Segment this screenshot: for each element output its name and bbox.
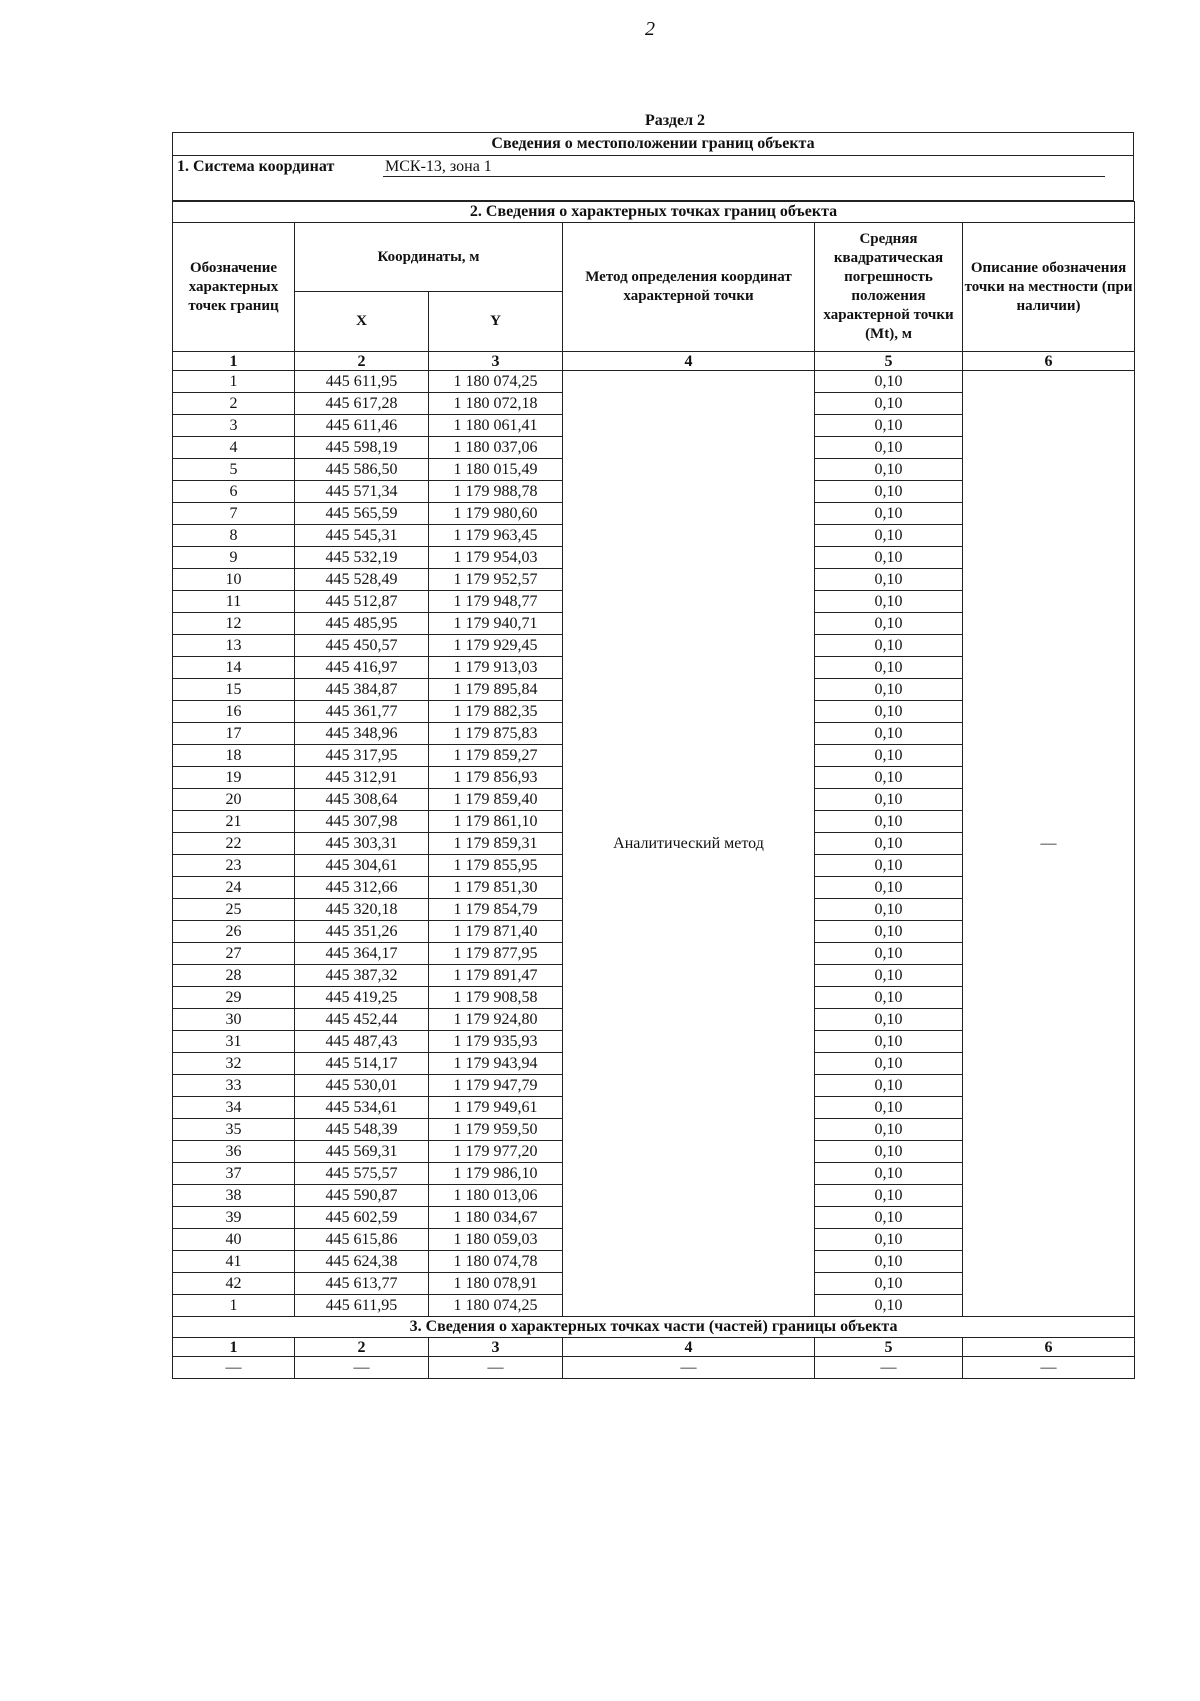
point-x: 445 565,59 [295, 503, 429, 525]
point-y: 1 179 908,58 [429, 987, 563, 1009]
point-x: 445 364,17 [295, 943, 429, 965]
point-mt: 0,10 [815, 1075, 963, 1097]
point-mt: 0,10 [815, 371, 963, 393]
point-mt: 0,10 [815, 1295, 963, 1317]
point-x: 445 512,87 [295, 591, 429, 613]
col-method: Метод определения координат характерной точки [563, 223, 815, 352]
point-number: 35 [173, 1119, 295, 1141]
point-y: 1 179 854,79 [429, 899, 563, 921]
point-number: 16 [173, 701, 295, 723]
column-number: 5 [815, 352, 963, 371]
point-x: 445 320,18 [295, 899, 429, 921]
point-x: 445 602,59 [295, 1207, 429, 1229]
point-number: 4 [173, 437, 295, 459]
section2-title: 2. Сведения о характерных точках границ объекта [173, 202, 1135, 223]
point-number: 23 [173, 855, 295, 877]
point-x: 445 569,31 [295, 1141, 429, 1163]
point-number: 28 [173, 965, 295, 987]
point-mt: 0,10 [815, 547, 963, 569]
coordinate-system-label: 1. Система координат [177, 158, 335, 175]
point-mt: 0,10 [815, 459, 963, 481]
section3-empty-row [173, 1357, 1135, 1379]
section3-cell: — [295, 1357, 429, 1379]
point-y: 1 179 947,79 [429, 1075, 563, 1097]
point-mt: 0,10 [815, 1229, 963, 1251]
point-y: 1 179 948,77 [429, 591, 563, 613]
point-mt: 0,10 [815, 525, 963, 547]
point-number: 9 [173, 547, 295, 569]
point-number: 7 [173, 503, 295, 525]
point-y: 1 179 891,47 [429, 965, 563, 987]
point-x: 445 384,87 [295, 679, 429, 701]
table-row [173, 371, 1135, 393]
point-y: 1 179 875,83 [429, 723, 563, 745]
point-y: 1 179 851,30 [429, 877, 563, 899]
point-mt: 0,10 [815, 899, 963, 921]
section3-title: 3. Сведения о характерных точках части (частей) границы объекта [173, 1317, 1135, 1338]
point-number: 32 [173, 1053, 295, 1075]
point-mt: 0,10 [815, 1185, 963, 1207]
column-number: 1 [173, 1338, 295, 1357]
boundary-sheet [172, 132, 1134, 1379]
point-y: 1 180 072,18 [429, 393, 563, 415]
points-table [172, 201, 1135, 1379]
point-mt: 0,10 [815, 943, 963, 965]
point-y: 1 179 871,40 [429, 921, 563, 943]
point-mt: 0,10 [815, 635, 963, 657]
coordinate-system-row [173, 156, 1133, 201]
point-x: 445 485,95 [295, 613, 429, 635]
point-number: 17 [173, 723, 295, 745]
point-x: 445 514,17 [295, 1053, 429, 1075]
point-number: 36 [173, 1141, 295, 1163]
point-mt: 0,10 [815, 921, 963, 943]
point-x: 445 307,98 [295, 811, 429, 833]
point-x: 445 611,95 [295, 1295, 429, 1317]
column-numbers-row [173, 352, 1135, 371]
point-x: 445 613,77 [295, 1273, 429, 1295]
point-mt: 0,10 [815, 569, 963, 591]
point-mt: 0,10 [815, 723, 963, 745]
point-mt: 0,10 [815, 833, 963, 855]
point-number: 15 [173, 679, 295, 701]
point-mt: 0,10 [815, 393, 963, 415]
point-x: 445 419,25 [295, 987, 429, 1009]
section3-cell: — [173, 1357, 295, 1379]
point-mt: 0,10 [815, 701, 963, 723]
point-number: 3 [173, 415, 295, 437]
point-number: 13 [173, 635, 295, 657]
point-number: 20 [173, 789, 295, 811]
point-number: 18 [173, 745, 295, 767]
point-mt: 0,10 [815, 965, 963, 987]
point-y: 1 179 924,80 [429, 1009, 563, 1031]
point-mt: 0,10 [815, 987, 963, 1009]
column-number: 6 [963, 352, 1135, 371]
point-y: 1 180 074,78 [429, 1251, 563, 1273]
point-x: 445 351,26 [295, 921, 429, 943]
point-number: 37 [173, 1163, 295, 1185]
point-y: 1 179 986,10 [429, 1163, 563, 1185]
point-x: 445 348,96 [295, 723, 429, 745]
column-number: 3 [429, 352, 563, 371]
point-number: 24 [173, 877, 295, 899]
page-number: 2 [645, 18, 655, 40]
point-y: 1 180 061,41 [429, 415, 563, 437]
point-y: 1 179 943,94 [429, 1053, 563, 1075]
point-y: 1 180 074,25 [429, 371, 563, 393]
point-number: 25 [173, 899, 295, 921]
point-number: 11 [173, 591, 295, 613]
point-y: 1 180 015,49 [429, 459, 563, 481]
point-y: 1 179 980,60 [429, 503, 563, 525]
column-number: 4 [563, 352, 815, 371]
point-x: 445 387,32 [295, 965, 429, 987]
point-x: 445 545,31 [295, 525, 429, 547]
point-number: 26 [173, 921, 295, 943]
point-number: 12 [173, 613, 295, 635]
section3-cell: — [429, 1357, 563, 1379]
points-body [173, 371, 1135, 1317]
point-y: 1 180 059,03 [429, 1229, 563, 1251]
point-x: 445 611,46 [295, 415, 429, 437]
location-heading: Сведения о местоположении границ объекта [173, 133, 1133, 156]
point-number: 1 [173, 371, 295, 393]
point-y: 1 179 856,93 [429, 767, 563, 789]
point-y: 1 179 963,45 [429, 525, 563, 547]
point-mt: 0,10 [815, 1163, 963, 1185]
point-x: 445 548,39 [295, 1119, 429, 1141]
point-mt: 0,10 [815, 613, 963, 635]
point-number: 5 [173, 459, 295, 481]
point-y: 1 179 988,78 [429, 481, 563, 503]
column-number: 2 [295, 352, 429, 371]
point-x: 445 530,01 [295, 1075, 429, 1097]
point-x: 445 615,86 [295, 1229, 429, 1251]
point-x: 445 361,77 [295, 701, 429, 723]
point-y: 1 179 877,95 [429, 943, 563, 965]
point-mt: 0,10 [815, 1031, 963, 1053]
description-cell: — [963, 371, 1135, 1317]
point-x: 445 575,57 [295, 1163, 429, 1185]
point-mt: 0,10 [815, 503, 963, 525]
point-y: 1 180 034,67 [429, 1207, 563, 1229]
point-number: 29 [173, 987, 295, 1009]
point-y: 1 179 959,50 [429, 1119, 563, 1141]
point-x: 445 617,28 [295, 393, 429, 415]
point-x: 445 611,95 [295, 371, 429, 393]
point-mt: 0,10 [815, 1141, 963, 1163]
point-mt: 0,10 [815, 745, 963, 767]
point-x: 445 416,97 [295, 657, 429, 679]
point-number: 21 [173, 811, 295, 833]
point-number: 41 [173, 1251, 295, 1273]
point-x: 445 586,50 [295, 459, 429, 481]
point-y: 1 179 977,20 [429, 1141, 563, 1163]
column-number: 4 [563, 1338, 815, 1357]
point-mt: 0,10 [815, 591, 963, 613]
point-number: 33 [173, 1075, 295, 1097]
point-y: 1 179 882,35 [429, 701, 563, 723]
point-x: 445 624,38 [295, 1251, 429, 1273]
point-x: 445 528,49 [295, 569, 429, 591]
point-x: 445 534,61 [295, 1097, 429, 1119]
point-x: 445 450,57 [295, 635, 429, 657]
point-y: 1 179 949,61 [429, 1097, 563, 1119]
point-mt: 0,10 [815, 1053, 963, 1075]
point-mt: 0,10 [815, 481, 963, 503]
point-number: 8 [173, 525, 295, 547]
point-mt: 0,10 [815, 877, 963, 899]
point-y: 1 179 855,95 [429, 855, 563, 877]
point-y: 1 179 895,84 [429, 679, 563, 701]
col-description: Описание обозначения точки на местности (при наличии) [963, 223, 1135, 352]
col-error: Средняя квадратическая погрешность положения характерной точки (Mt), м [815, 223, 963, 352]
point-x: 445 308,64 [295, 789, 429, 811]
point-number: 42 [173, 1273, 295, 1295]
point-y: 1 180 078,91 [429, 1273, 563, 1295]
point-x: 445 590,87 [295, 1185, 429, 1207]
point-mt: 0,10 [815, 1273, 963, 1295]
point-x: 445 312,66 [295, 877, 429, 899]
point-x: 445 452,44 [295, 1009, 429, 1031]
col-point-designation: Обозначение характерных точек границ [173, 223, 295, 352]
point-y: 1 179 913,03 [429, 657, 563, 679]
column-number: 1 [173, 352, 295, 371]
point-number: 27 [173, 943, 295, 965]
column-number: 2 [295, 1338, 429, 1357]
point-mt: 0,10 [815, 789, 963, 811]
col-y: Y [429, 292, 563, 352]
section-label: Раздел 2 [644, 112, 706, 129]
col-x: X [295, 292, 429, 352]
section3-cell: — [563, 1357, 815, 1379]
point-mt: 0,10 [815, 415, 963, 437]
point-y: 1 179 861,10 [429, 811, 563, 833]
point-y: 1 180 074,25 [429, 1295, 563, 1317]
point-mt: 0,10 [815, 811, 963, 833]
point-x: 445 303,31 [295, 833, 429, 855]
point-mt: 0,10 [815, 1097, 963, 1119]
point-number: 31 [173, 1031, 295, 1053]
point-number: 14 [173, 657, 295, 679]
point-y: 1 179 952,57 [429, 569, 563, 591]
point-x: 445 487,43 [295, 1031, 429, 1053]
method-cell: Аналитический метод [563, 371, 815, 1317]
point-y: 1 179 859,40 [429, 789, 563, 811]
point-number: 22 [173, 833, 295, 855]
point-y: 1 179 940,71 [429, 613, 563, 635]
point-y: 1 179 954,03 [429, 547, 563, 569]
point-number: 2 [173, 393, 295, 415]
point-number: 40 [173, 1229, 295, 1251]
point-y: 1 179 935,93 [429, 1031, 563, 1053]
point-number: 30 [173, 1009, 295, 1031]
coordinate-system-value: МСК-13, зона 1 [383, 158, 1105, 177]
point-mt: 0,10 [815, 679, 963, 701]
column-number: 5 [815, 1338, 963, 1357]
point-x: 445 571,34 [295, 481, 429, 503]
point-x: 445 312,91 [295, 767, 429, 789]
point-y: 1 179 859,27 [429, 745, 563, 767]
point-x: 445 532,19 [295, 547, 429, 569]
point-y: 1 179 859,31 [429, 833, 563, 855]
point-x: 445 304,61 [295, 855, 429, 877]
point-number: 6 [173, 481, 295, 503]
point-y: 1 179 929,45 [429, 635, 563, 657]
section3-numbers-row [173, 1338, 1135, 1357]
point-mt: 0,10 [815, 1207, 963, 1229]
section3-cell: — [815, 1357, 963, 1379]
point-x: 445 598,19 [295, 437, 429, 459]
point-number: 19 [173, 767, 295, 789]
point-number: 1 [173, 1295, 295, 1317]
point-y: 1 180 037,06 [429, 437, 563, 459]
point-mt: 0,10 [815, 767, 963, 789]
point-mt: 0,10 [815, 1119, 963, 1141]
point-mt: 0,10 [815, 437, 963, 459]
point-number: 38 [173, 1185, 295, 1207]
location-header [172, 132, 1134, 201]
section3-cell: — [963, 1357, 1135, 1379]
point-mt: 0,10 [815, 1009, 963, 1031]
col-coordinates: Координаты, м [295, 223, 563, 292]
point-mt: 0,10 [815, 657, 963, 679]
column-number: 3 [429, 1338, 563, 1357]
point-x: 445 317,95 [295, 745, 429, 767]
point-mt: 0,10 [815, 1251, 963, 1273]
point-mt: 0,10 [815, 855, 963, 877]
point-number: 10 [173, 569, 295, 591]
column-number: 6 [963, 1338, 1135, 1357]
point-number: 34 [173, 1097, 295, 1119]
point-y: 1 180 013,06 [429, 1185, 563, 1207]
point-number: 39 [173, 1207, 295, 1229]
